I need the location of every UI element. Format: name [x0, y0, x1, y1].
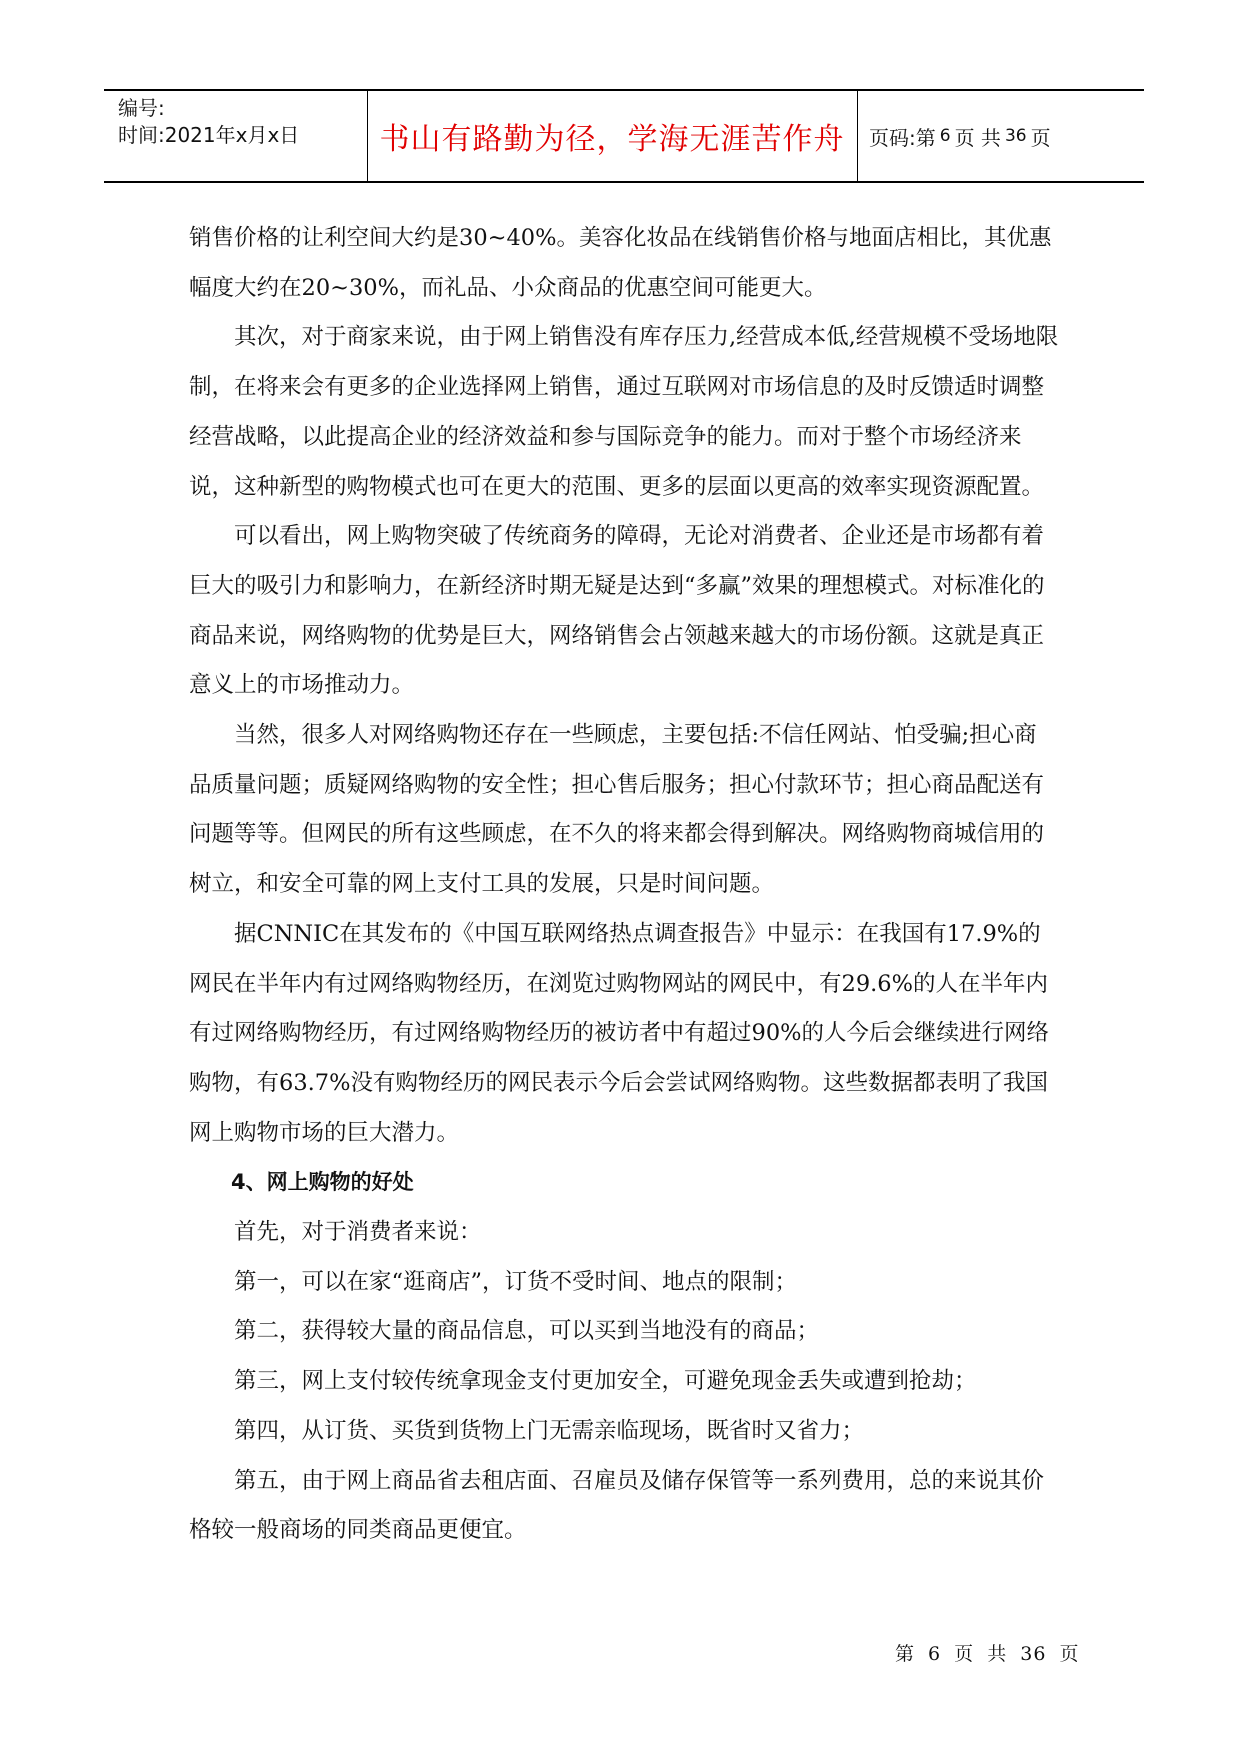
list-item: 第一，可以在家“逛商店”，订货不受时间、地点的限制； — [234, 1268, 798, 1295]
page-mid: 页 共 — [954, 125, 1001, 150]
header-divider — [857, 91, 858, 181]
list-item: 第四，从订货、买货到货物上门无需亲临现场，既省时又省力； — [234, 1417, 865, 1444]
paragraph: 首先，对于消费者来说： — [234, 1219, 482, 1246]
document-body — [189, 214, 1059, 1556]
header-page-number — [869, 91, 1051, 181]
list-item: 第五，由于网上商品省去租店面、召雇员及储存保管等一系列费用，总的来说其价格较一般商场的同类商品更便宜。 — [189, 1467, 1045, 1544]
paragraph: 可以看出，网上购物突破了传统商务的障碍，无论对消费者、企业还是市场都有着巨大的吸引力和影响力，在新经济时期无疑是达到“多赢”效果的理想模式。对标准化的商品来说，网络购物的优势是巨大，网络销售会占领越来越大的市场份额。这就是真正意义上的市场推动力。 — [189, 523, 1045, 699]
page-total: 36 — [1004, 126, 1027, 146]
paragraph: 其次，对于商家来说，由于网上销售没有库存压力,经营成本低,经营规模不受场地限制，在将来会有更多的企业选择网上销售，通过互联网对市场信息的及时反馈适时调整经营战略，以此提高企业的经济效益和参与国际竞争的能力。而对于整个市场经济来说，这种新型的购物模式也可在更大的范围、更多的层面以更高的效率实现资源配置。 — [189, 324, 1059, 500]
paragraph: 销售价格的让利空间大约是30~40%。美容化妆品在线销售价格与地面店相比，其优惠幅度大约在20~30%，而礼品、小众商品的优惠空间可能更大。 — [189, 225, 1052, 301]
page-suffix: 页 — [1030, 125, 1051, 150]
document-number-label: 编号: — [118, 96, 165, 120]
list-item: 第二，获得较大量的商品信息，可以买到当地没有的商品； — [234, 1318, 820, 1345]
page-header — [104, 89, 1144, 183]
page-prefix: 页码:第 — [869, 125, 936, 150]
document-time-label: 时间:2021年x月x日 — [118, 123, 300, 147]
page-footer: 第 6 页 共 36 页 — [895, 1643, 1080, 1665]
header-motto: 书山有路勤为径，学海无涯苦作舟 — [379, 122, 845, 157]
page-current: 6 — [939, 126, 951, 146]
section-heading: 4、网上购物的好处 — [231, 1170, 414, 1195]
header-meta — [118, 95, 299, 149]
paragraph: 据CNNIC在其发布的《中国互联网络热点调查报告》中显示：在我国有17.9%的网民在半年内有过网络购物经历，在浏览过购物网站的网民中，有29.6%的人在半年内有过网络购物经历，有过网络购物经历的被访者中有超过90%的人今后会继续进行网络购物，有63.7%没有购物经历的网民表示今后会尝试网络购物。这些数据都表明了我国网上购物市场的巨大潜力。 — [189, 920, 1050, 1146]
list-item: 第三，网上支付较传统拿现金支付更加安全，可避免现金丢失或遭到抢劫； — [234, 1368, 977, 1395]
paragraph: 当然，很多人对网络购物还存在一些顾虑，主要包括:不信任网站、怕受骗;担心商品质量问题；质疑网络购物的安全性；担心售后服务；担心付款环节；担心商品配送有问题等等。但网民的所有这些顾虑，在不久的将来都会得到解决。网络购物商城信用的树立，和安全可靠的网上支付工具的发展，只是时间问题。 — [189, 722, 1045, 898]
